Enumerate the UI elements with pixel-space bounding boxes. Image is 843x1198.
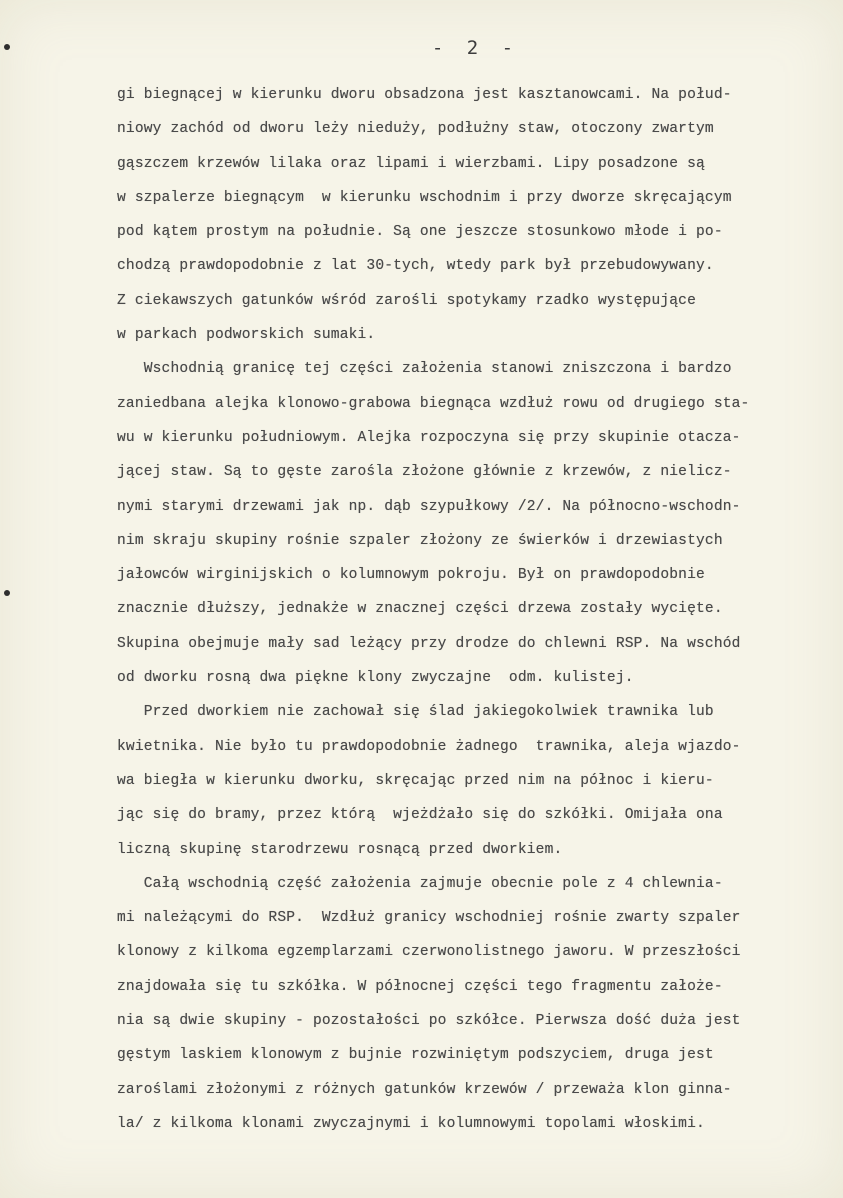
text-line: wu w kierunku południowym. Alejka rozpoczyna się przy skupinie otacza-: [117, 429, 741, 446]
text-line: kwietnika. Nie było tu prawdopodobnie żadnego trawnika, aleja wjazdo-: [117, 738, 741, 755]
text-line: la/ z kilkoma klonami zwyczajnymi i kolumnowymi topolami włoskimi.: [117, 1115, 705, 1132]
text-line: Całą wschodnią część założenia zajmuje obecnie pole z 4 chlewnia-: [117, 875, 723, 892]
text-line: Przed dworkiem nie zachował się ślad jakiegokolwiek trawnika lub: [117, 704, 714, 721]
text-line: wa biegła w kierunku dworku, skręcając przed nim na północ i kieru-: [117, 772, 714, 789]
text-line: gąszczem krzewów lilaka oraz lipami i wierzbami. Lipy posadzone są: [117, 155, 705, 172]
text-line: jącej staw. Są to gęste zarośla złożone głównie z krzewów, z nielicz-: [117, 464, 732, 481]
text-line: jąc się do bramy, przez którą wjeżdżało się do szkółki. Omijała ona: [117, 807, 723, 824]
text-line: klonowy z kilkoma egzemplarzami czerwonolistnego jaworu. W przeszłości: [117, 944, 741, 961]
text-line: zaroślami złożonymi z różnych gatunków krzewów / przeważa klon ginna-: [117, 1081, 732, 1098]
body-text: [117, 78, 822, 1141]
text-line: jałowców wirginijskich o kolumnowym pokroju. Był on prawdopodobnie: [117, 567, 705, 584]
punch-hole-mark: [4, 590, 10, 596]
paragraph: [117, 867, 822, 1141]
text-line: nymi starymi drzewami jak np. dąb szypułkowy /2/. Na północno-wschodn-: [117, 498, 741, 515]
paragraph: [117, 695, 822, 866]
text-line: znacznie dłuższy, jednakże w znacznej części drzewa zostały wycięte.: [117, 601, 723, 618]
text-line: Wschodnią granicę tej części założenia stanowi zniszczona i bardzo: [117, 361, 732, 378]
text-line: liczną skupinę starodrzewu rosnącą przed dworkiem.: [117, 841, 563, 858]
text-line: nia są dwie skupiny - pozostałości po szkółce. Pierwsza dość duża jest: [117, 1013, 741, 1030]
text-line: gi biegnącej w kierunku dworu obsadzona jest kasztanowcami. Na połud-: [117, 87, 732, 103]
text-line: znajdowała się tu szkółka. W północnej części tego fragmentu założe-: [117, 978, 723, 995]
text-line: mi należącymi do RSP. Wzdłuż granicy wschodniej rośnie zwarty szpaler: [117, 910, 741, 927]
text-line: od dworku rosną dwa piękne klony zwyczajne odm. kulistej.: [117, 670, 634, 687]
text-line: w parkach podworskich sumaki.: [117, 327, 376, 344]
text-line: niowy zachód od dworu leży nieduży, podłużny staw, otoczony zwartym: [117, 121, 714, 138]
text-line: pod kątem prostym na południe. Są one jeszcze stosunkowo młode i po-: [117, 224, 723, 241]
text-line: chodzą prawdopodobnie z lat 30-tych, wtedy park był przebudowywany.: [117, 258, 714, 275]
paragraph: [117, 78, 822, 352]
text-line: w szpalerze biegnącym w kierunku wschodnim i przy dworze skręcającym: [117, 189, 732, 206]
text-line: Skupina obejmuje mały sad leżący przy drodze do chlewni RSP. Na wschód: [117, 635, 741, 652]
page-number: - 2 -: [431, 37, 520, 59]
text-line: nim skraju skupiny rośnie szpaler złożony ze świerków i drzewiastych: [117, 532, 723, 549]
text-line: zaniedbana alejka klonowo-grabowa biegnąca wzdłuż rowu od drugiego sta-: [117, 395, 750, 412]
text-line: Z ciekawszych gatunków wśród zarośli spotykamy rzadko występujące: [117, 292, 696, 309]
text-line: gęstym laskiem klonowym z bujnie rozwiniętym podszyciem, druga jest: [117, 1047, 714, 1064]
paragraph: [117, 352, 822, 695]
